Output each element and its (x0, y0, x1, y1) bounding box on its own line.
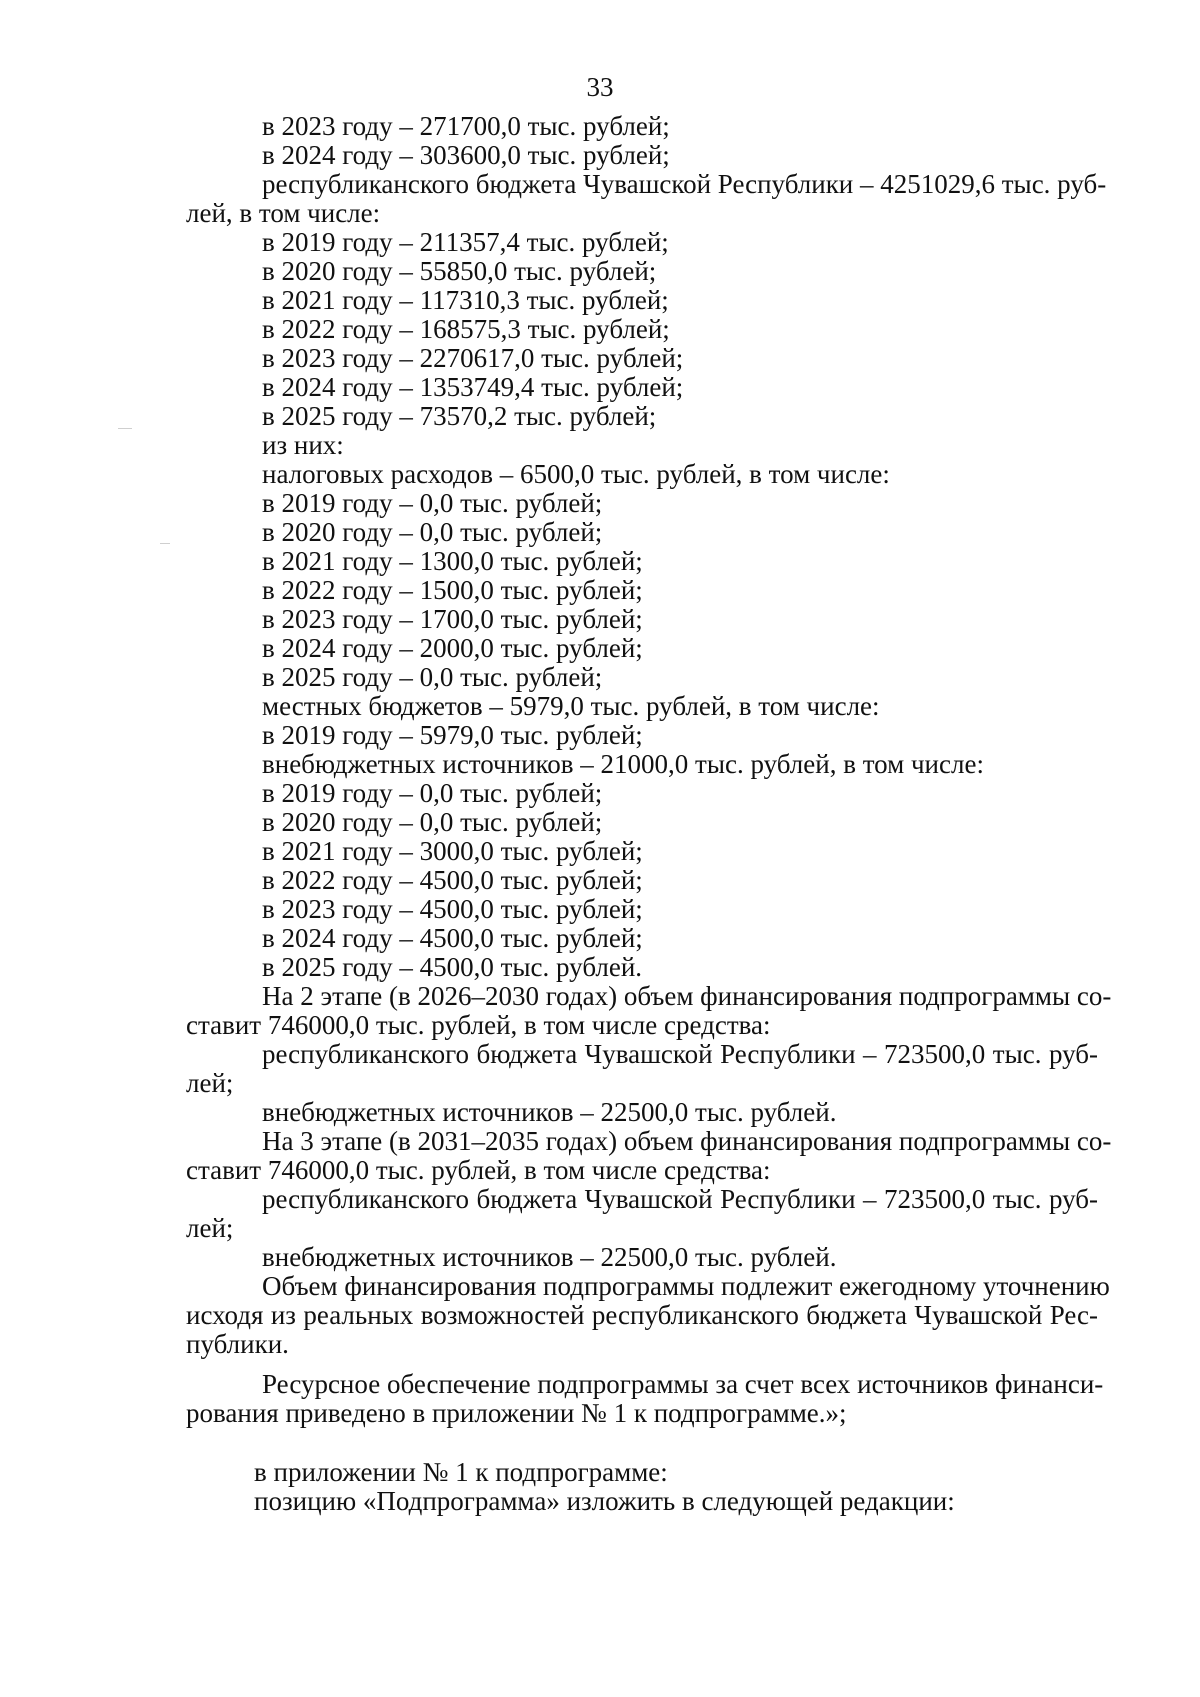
text-line: в 2022 году – 168575,3 тыс. рублей; (262, 314, 670, 344)
text-line: в 2020 году – 0,0 тыс. рублей; (262, 807, 603, 837)
text-line: республиканского бюджета Чувашской Республики – 4251029,6 тыс. руб- (262, 169, 1107, 199)
text-line: лей; (186, 1213, 234, 1243)
text-line: публики. (186, 1329, 289, 1359)
text-line: На 3 этапе (в 2031–2035 годах) объем финансирования подпрограммы со- (262, 1126, 1112, 1156)
text-line: в 2020 году – 55850,0 тыс. рублей; (262, 256, 657, 286)
text-line: в 2021 году – 117310,3 тыс. рублей; (262, 285, 669, 315)
text-line: в 2023 году – 271700,0 тыс. рублей; (262, 111, 670, 141)
text-line: в 2021 году – 3000,0 тыс. рублей; (262, 836, 643, 866)
text-line: в 2019 году – 5979,0 тыс. рублей; (262, 720, 643, 750)
text-line: республиканского бюджета Чувашской Республики – 723500,0 тыс. руб- (262, 1039, 1098, 1069)
text-line: из них: (262, 430, 344, 460)
text-line: ставит 746000,0 тыс. рублей, в том числе средства: (186, 1010, 771, 1040)
text-line: местных бюджетов – 5979,0 тыс. рублей, в том числе: (262, 691, 880, 721)
text-line: Ресурсное обеспечение подпрограммы за счет всех источников финанси- (262, 1369, 1104, 1399)
text-line: в 2019 году – 0,0 тыс. рублей; (262, 488, 603, 518)
page-number: 33 (586, 72, 614, 102)
text-line: исходя из реальных возможностей республиканского бюджета Чувашской Рес- (186, 1300, 1098, 1330)
text-line: На 2 этапе (в 2026–2030 годах) объем финансирования подпрограммы со- (262, 981, 1112, 1011)
text-line: в 2024 году – 2000,0 тыс. рублей; (262, 633, 643, 663)
text-line: налоговых расходов – 6500,0 тыс. рублей, в том числе: (262, 459, 890, 489)
text-line: внебюджетных источников – 21000,0 тыс. рублей, в том числе: (262, 749, 984, 779)
text-line: в 2019 году – 0,0 тыс. рублей; (262, 778, 603, 808)
text-line: внебюджетных источников – 22500,0 тыс. рублей. (262, 1242, 837, 1272)
text-line: лей; (186, 1068, 234, 1098)
text-line: в 2024 году – 303600,0 тыс. рублей; (262, 140, 670, 170)
text-line: в 2022 году – 4500,0 тыс. рублей; (262, 865, 643, 895)
text-line: лей, в том числе: (186, 198, 381, 228)
text-line: в 2019 году – 211357,4 тыс. рублей; (262, 227, 669, 257)
text-line: в 2023 году – 2270617,0 тыс. рублей; (262, 343, 684, 373)
text-line: в 2024 году – 4500,0 тыс. рублей; (262, 923, 643, 953)
text-line: в 2025 году – 0,0 тыс. рублей; (262, 662, 603, 692)
text-line: в 2020 году – 0,0 тыс. рублей; (262, 517, 603, 547)
text-line: Объем финансирования подпрограммы подлежит ежегодному уточнению (262, 1271, 1110, 1301)
scan-mark (160, 543, 170, 544)
text-line: в 2021 году – 1300,0 тыс. рублей; (262, 546, 643, 576)
text-line: в 2025 году – 4500,0 тыс. рублей. (262, 952, 643, 982)
text-line: республиканского бюджета Чувашской Республики – 723500,0 тыс. руб- (262, 1184, 1098, 1214)
text-line: в 2023 году – 1700,0 тыс. рублей; (262, 604, 643, 634)
text-line: позицию «Подпрограмма» изложить в следующей редакции: (254, 1486, 955, 1516)
text-line: ставит 746000,0 тыс. рублей, в том числе средства: (186, 1155, 771, 1185)
text-line: в 2022 году – 1500,0 тыс. рублей; (262, 575, 643, 605)
text-line: рования приведено в приложении № 1 к подпрограмме.»; (186, 1398, 847, 1428)
text-line: в 2023 году – 4500,0 тыс. рублей; (262, 894, 643, 924)
text-line: в приложении № 1 к подпрограмме: (254, 1457, 668, 1487)
text-line: внебюджетных источников – 22500,0 тыс. рублей. (262, 1097, 837, 1127)
text-line: в 2025 году – 73570,2 тыс. рублей; (262, 401, 657, 431)
scan-mark (118, 428, 132, 429)
text-line: в 2024 году – 1353749,4 тыс. рублей; (262, 372, 684, 402)
